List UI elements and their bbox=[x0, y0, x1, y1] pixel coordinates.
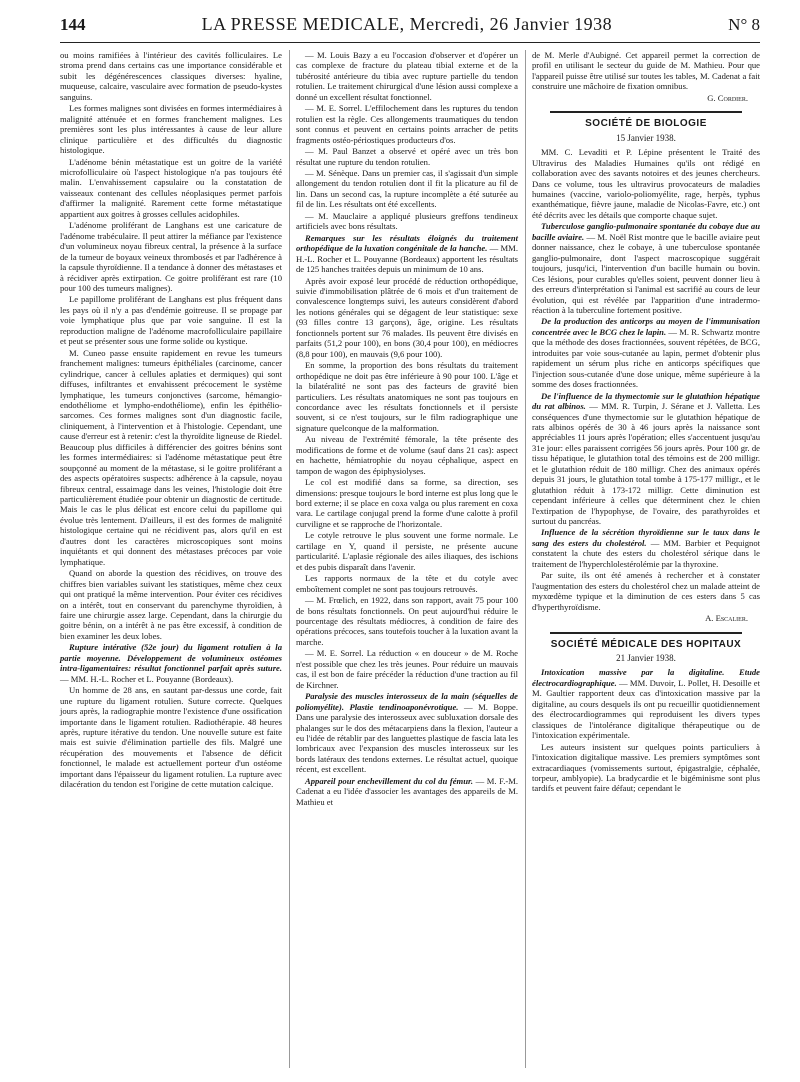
article-title: De l'influence de la thymectomie sur le glutathion hépatique du rat albinos. bbox=[532, 390, 760, 412]
signature: G. Cordier. bbox=[707, 92, 748, 103]
issue-date: Mercredi, 26 Janvier 1938 bbox=[409, 14, 613, 34]
paragraph: L'adénome bénin métastatique est un goitre de la variété microfolliculaire où l'aspect histologique n'a pas toujours été malin. L'envahissement capsulaire ou la constatation de vaisseaux contenant des cellules néoplasiques permet parfois d'affirmer la malignité. Rarement cette forme métastatique appartient aux goitres à grosses cellules acidophiles. bbox=[60, 156, 282, 219]
article-authors: — MM. R. Turpin, J. Sérane et J. Valletta. bbox=[589, 401, 745, 412]
article-entry bbox=[296, 233, 518, 275]
article-authors: — MM. H.-L. Rocher et L. Pouyanne (Bordeaux) apportent les résultats de 125 hanches traitées depuis un minimum de 10 ans. bbox=[296, 243, 518, 275]
paragraph: Les formes malignes sont divisées en formes intermédiaires à malignité atténuée et en formes franchement malignes. Les premières sont les plus intéressantes à cause de leur allure clinique particulière et des difficultés du diagnostic histologique. bbox=[60, 103, 282, 156]
article-body: Dans une paralysie des interosseux avec subluxation dorsale des phalanges sur le dos des métacarpiens dans la flexion, l'auteur a eu l'idée de rétablir par des languettes plastique de fascia lata les lombricaux avec l'expansion des muscles interosseux sur les bords latéraux des tendons externes. Le résultat actuel, quoique récent, est excellent. bbox=[296, 712, 518, 775]
paragraph: — M. Louis Bazy a eu l'occasion d'observer et d'opérer un cas complexe de fracture du plateau tibial externe et de la tubérosité antérieure du tibia avec rupture partielle du tendon rotulien. Le traitement chirurgical d'une lésion aussi complexe a donné un excellent résultat fonctionnel. bbox=[296, 50, 518, 102]
article-title: Rupture intérative (52e jour) du ligament rotulien à la partie moyenne. Développement de volumineux ostéomes intra-ligamentaires: résultat fonctionnel parfait après suture. bbox=[60, 642, 282, 674]
paragraph: Les auteurs insistent sur quelques points particuliers à l'intoxication digitalique massive. Les premiers symptômes sont extracardiaques (vomissements surtout, épigastralgie, céphalée, torpeur, amblyopie). La bradycardie et le bigéminisme sont plus tardifs et peuvent faire défaut; cependant le bbox=[532, 741, 760, 794]
section-title: SOCIÉTÉ DE BIOLOGIE bbox=[585, 118, 707, 130]
article-authors: — M. R. Schwartz montre que la méthode bbox=[532, 326, 760, 348]
article-body: Les conséquences d'une thymectomie sur le glutathion hépatique de rats albinos opérés de 30 à 46 jours après la naissance sont appréciables 11 jours après l'opération; elles s'accentuent jusqu'au 31e jour: elles paraissent corrigées 56 jours après. Pour 100 gr. de tissu hépatique, le glutathion total des témoins est de 200 milligr. et le glutathion réduit de 180 milligr. Chez des animaux opérés depuis 31 jours, le glutathion total tombe à 175-177 milligr., et le glutathion réduit à 173-172 milligr. Cette diminution est cependant inférieure à celles que déterminent chez le chien l'extirpation de l'hypophyse, de l'ovaire, des parathyroïdes et surtout du pancréas. bbox=[532, 401, 761, 527]
article-body: constatent la chute des esters du cholestérol sérique dans le traitement de l'hyperchlolestérolémie par la thyroxine. bbox=[532, 548, 760, 569]
paragraph: Après avoir exposé leur procédé de réduction orthopédique, suivie d'immobilisation plâtrée de 6 mois et d'un traitement de convalescence longtemps suivi, les auteurs considèrent d'abord les notions générales qui se dégagent de leur statistique: sexe (93 filles contre 13 garçons), âge, origine. Les résultats fonctionnels portent sur 76 malades. Ils peuvent être divisés en parfaits (51,2 pour 100), en bons (30,4 pour 100), en médiocres (8,8 pour 100), en mauvais (9,6 pour 100). bbox=[296, 275, 518, 359]
section-rule bbox=[550, 111, 742, 113]
article-title: Remarques sur les résultats éloignés du traitement orthopédique de la luxation congénitale de la hanche. bbox=[296, 232, 518, 254]
paragraph: — M. E. Sorrel. L'effilochement dans les ruptures du tendon rotulien est la règle. Ces allongements traumatiques du tendon sont connus et peuvent en certains points arracher de petits fragments ostéo-périostiques producteurs d'os. bbox=[296, 103, 518, 145]
article-title: Intoxication massive par la digitaline. Etude électrocardiographique. bbox=[532, 667, 760, 688]
paragraph: ou moins ramifiées à l'intérieur des cavités folliculaires. Le stroma prend dans certains cas une importance considérable et subit les dégénérescences classiques diverses: hyaline, muqueuse, calcaire, vasculaire avec formation de pseudo-kystes sanguins. bbox=[60, 50, 282, 102]
article-title: Appareil pour enchevillement du col du fémur. bbox=[305, 775, 473, 786]
article-title: Influence de la sécrétion thyroïdienne sur le taux dans le sang des esters du cholestérol. bbox=[532, 527, 760, 548]
article-entry bbox=[532, 391, 760, 527]
article-authors: — M. F.-M. Cadenat a eu l'idée d'associer les avantages des appareils de M. Mathieu et bbox=[296, 775, 518, 807]
article-authors: — MM. H.-L. Rocher et L. Pouyanne (Bordeaux). bbox=[60, 673, 234, 684]
article-body: des doses fractionnées, souvent répétées, de BCG, introduites par voie sous-cutanée au lapin, permet d'obtenir plus rapidement un sérum plus riche en anticorps spécifiques que l'injection sous-cutanée d'une dose unique, même supérieure à la somme des doses fractionnées. bbox=[532, 337, 761, 390]
paragraph: Par suite, ils ont été amenés à rechercher et à constater l'augmentation des esters du cholestérol chez un malade atteint de myxœdème typique et la diminution de ces esters dans 5 cas d'hyperthyroïdisme. bbox=[532, 570, 760, 612]
paragraph: Le cotyle retrouve le plus souvent une forme normale. Le cartilage en Y, quand il persiste, ne présente aucune particularité. L'aplasie régionale des ailes iliaques, des ischions et des pubis disparaît dans l'avenir. bbox=[296, 530, 518, 572]
journal-name: LA PRESSE MEDICALE bbox=[201, 14, 400, 34]
paragraph: MM. C. Levaditi et P. Lépine présentent le Traité des Ultravirus des Maladies Humaines qu'ils ont rédigé en collaboration avec des savants notoires et des jeunes chercheurs. Dans ce volume, tous les ultravirus provocateurs de maladies humaines (vaccine, variolo-poliomyélite, rage, herpès, typhus exanthématique, fièvre jaune, maladie de Nicolas-Favre, etc.) ont été décrits avec les détails que comporte chaque sujet. bbox=[532, 147, 760, 220]
paragraph: M. Cuneo passe ensuite rapidement en revue les tumeurs franchement malignes: tumeurs épithéliales (carcinome, cancer cylindrique, cancer à cellules aplaties et dermiques) qui sont diffuses, infiltrantes et envahissent précocement le système lymphatique, les tumeurs conjonctives (sarcome, hémangio-endothéliome et lympho-endothéliome), enfin les épithélio-sarcomes. Ces formes malignes sont d'un diagnostic facile, cliniquement, à l'intervention et à l'histologie. Cependant, une cause d'erreur est à retenir: c'est la thyroïdite ligneuse de Riedel. Beaucoup plus difficiles à différencier des goitres bénins sont les formes intermédiaires: si l'adénome métastatique peut être soupçonné au moment de la métastase, si le goitre proliférant a des aspects opératoires suspects: adhérence à la capsule, noyau fibreux central, essaimage dans les veines, l'histologie doit être particulièrement étudiée pour obtenir un diagnostic de certitude. Mais le cas le plus délicat est encore celui du papillome qui évolue très lentement. D'ailleurs, il est des formes de malignité histologique certaine qui ne récidivent pas, alors qu'il en est d'autres dont les caractères microscopiques sont moins inquiétants et qui donnent des métastases précoces par voie lymphatique. bbox=[60, 347, 282, 567]
column-divider bbox=[525, 50, 526, 1068]
paragraph: — M. Mauclaire a appliqué plusieurs greffons tendineux artificiels avec bons résultats. bbox=[296, 210, 518, 232]
section-rule bbox=[550, 632, 742, 634]
article-authors: — MM. Duvoir, L. Pollet, H. Desoille et M. Gaultier rapportent deux cas bbox=[532, 677, 760, 699]
paragraph: Au niveau de l'extrémité fémorale, la tête présente des modifications de forme et de volume (sauf dans 21 cas): aspect en hachette, hémiatrophie du noyau céphalique, aspect en tampon de wagon des épiphysiolyses. bbox=[296, 434, 518, 476]
section-title: SOCIÉTÉ MÉDICALE DES HOPITAUX bbox=[550, 638, 742, 650]
paragraph: — M. E. Sorrel. La réduction « en douceur » de M. Roche n'est possible que chez les très jeunes. Pour réduire un mauvais cas, il est bon de faire précéder la réduction d'une traction au fil de Kirchner. bbox=[296, 648, 518, 690]
paragraph: Les rapports normaux de la tête et du cotyle avec emboîtement complet ne sont pas toujours retrouvés. bbox=[296, 573, 518, 594]
article-entry bbox=[296, 776, 518, 807]
paragraph: — M. Sénèque. Dans un premier cas, il s'agissait d'un simple allongement du tendon rotulien dont il fit la plicature au fil de lin. Dans un second cas, la rupture incomplète a été suturée au fil de lin. Les résultats ont été excellents. bbox=[296, 167, 518, 210]
article-authors: — M. Boppe. bbox=[463, 701, 518, 712]
paragraph: L'adénome proliférant de Langhans est une caricature de l'adénome trabéculaire. Il peut attirer la méfiance par l'existence d'un volumineux noyau fibreux central, la présence à la surface de la tumeur de boyaux veineux thrombosés et par l'adhérence à la capsule thyroïdienne. Il a tendance à donner des métastases et à récidiver après extirpation. Ce goitre proliférant est rare (10 pour 100 des tumeurs malignes). bbox=[60, 220, 282, 293]
article-entry bbox=[532, 316, 760, 389]
page-number: 144 bbox=[60, 15, 86, 34]
issue-number: N° 8 bbox=[728, 15, 760, 34]
paragraph: Le papillome proliférant de Langhans est plus fréquent dans les pays où il n'y a pas d'endémie goitreuse. Il se propage par voie lymphatique plus que par voie sanguine. Il est la reproduction maligne de l'adénome macrofolliculaire papillaire et peut se présenter sous une forme solide ou kystique. bbox=[60, 294, 282, 347]
column-2 bbox=[296, 50, 518, 808]
article-authors: — M. Noël Rist bbox=[586, 231, 643, 242]
article-body: d'intoxication massive par la digitaline, au cours desquels ils ont pu recueillir quotidiennement des électrocardiogrammes qui reproduisent les divers types classiques de l'intolérance digitalique thérapeutique ou de l'intoxication expérimentale. bbox=[532, 688, 761, 741]
signature: A. Escalier. bbox=[705, 613, 748, 624]
article-title: Paralysie des muscles interosseux de la main (séquelles de poliomyélite). Plastie tendinoaponévrotique. bbox=[296, 691, 518, 712]
article-title: De la production des anticorps au moyen de l'immunisation concentrée avec le BCG chez le lapin. bbox=[532, 316, 760, 337]
paragraph: Le col est modifié dans sa forme, sa direction, ses dimensions: presque toujours le bord interne est plus long que le bord externe; il se place en coxa valga ou plus rarement en coxa vara. Le cartilage conjugal prend la forme d'une calotte à profil curviligne et se rapproche de l'horizontale. bbox=[296, 477, 518, 529]
article-entry bbox=[296, 691, 518, 775]
article-title: Tuberculose ganglio-pulmonaire spontanée du cobaye due au bacille aviaire. bbox=[532, 221, 760, 242]
paragraph: — M. Paul Banzet a observé et opéré avec un très bon résultat une rupture du tendon rotulien. bbox=[296, 146, 518, 167]
article-entry bbox=[532, 527, 760, 569]
journal-title-line: LA PRESSE MEDICALE, Mercredi, 26 Janvier 1938 bbox=[201, 14, 613, 34]
column-1 bbox=[60, 50, 282, 791]
header-rule bbox=[60, 42, 760, 43]
column-divider bbox=[289, 50, 290, 1068]
paragraph: de M. Merle d'Aubigné. Cet appareil permet la correction de profil en utilisant le secteur du guide de M. Mathieu. Pour que l'appareil puisse être utilisé sur toutes les tables, M. Cadenat a fait construire une mâchoire de fixation omnibus. bbox=[532, 50, 760, 92]
article-entry bbox=[532, 667, 760, 740]
paragraph: Un homme de 28 ans, en sautant par-dessus une corde, fait une rupture du ligament rotulien. Suture correcte. Quelques jours après, la radiographie montre l'existence d'une ossification importante dans le ligament rotulien. Radiothérapie. 48 heures après, rupture itérative du tendon. Une nouvelle suture est faite mais est suivie d'élimination partielle des fils. Malgré une récupération des mouvements et l'absence de déficit fonctionnel, le malade est actuellement porteur d'un ostéome important dans l'épaisseur du ligament rotulien. La rupture avec dilacération du tendon est l'origine de cette mutation calcique. bbox=[60, 685, 282, 790]
article-entry bbox=[60, 642, 282, 684]
article-entry bbox=[532, 221, 760, 315]
section-date: 15 Janvier 1938. bbox=[616, 132, 676, 143]
running-header bbox=[60, 14, 760, 40]
paragraph: — M. Frœlich, en 1922, dans son rapport, avait 75 pour 100 de bons résultats fonctionnels. On peut aujourd'hui réduire le pourcentage des résultats médiocres, à condition de faire des opérations précoces, sans toutefois toucher à la luxation avant la marche. bbox=[296, 595, 518, 647]
column-3 bbox=[532, 50, 760, 795]
paragraph: Quand on aborde la question des récidives, on trouve des chiffres bien variables suivant les statistiques, même chez ceux qui ont pratiqué la même intervention. Pour éviter ces récidives on a intérêt, tout en conservant du parenchyme thyroïdien, à faire une chirurgie assez large. Cependant, dans la chirurgie du goitre bénin, on a intérêt à ne pas être excessif, à condition de bien examiner les deux lobes. bbox=[60, 568, 282, 641]
paragraph: En somme, la proportion des bons résultats du traitement orthopédique ne doit pas être inférieure à 90 pour 100. L'âge et la bilatéralité ne sont pas des facteurs de gravité bien particuliers. Les résultats anatomiques ne sont pas toujours en concordance avec les résultats fonctionnels et il persiste souvent, si ce n'est toujours, sur le film radiographique une signature quelconque de la malformation. bbox=[296, 360, 518, 433]
article-body: montre que le bacille aviaire peut donner naissance, chez le cobaye, à une tuberculose spontanée ganglio-pulmonaire, dont l'aspect macroscopique suggérait toujours, jusqu'ici, l'intervention d'un bacille humain ou bovin. Ces lésions, pour curables qu'elles soient, peuvent donner lieu à des erreurs d'interprétation si l'animal est sacrifié au cours de leur évolution, qui est révélée par l'apparition d'une intradermo-réaction à la tuberculine fortement positive. bbox=[532, 231, 761, 315]
article-authors: — MM. Barbier et Pequignot bbox=[650, 537, 760, 548]
section-date: 21 Janvier 1938. bbox=[616, 653, 676, 664]
